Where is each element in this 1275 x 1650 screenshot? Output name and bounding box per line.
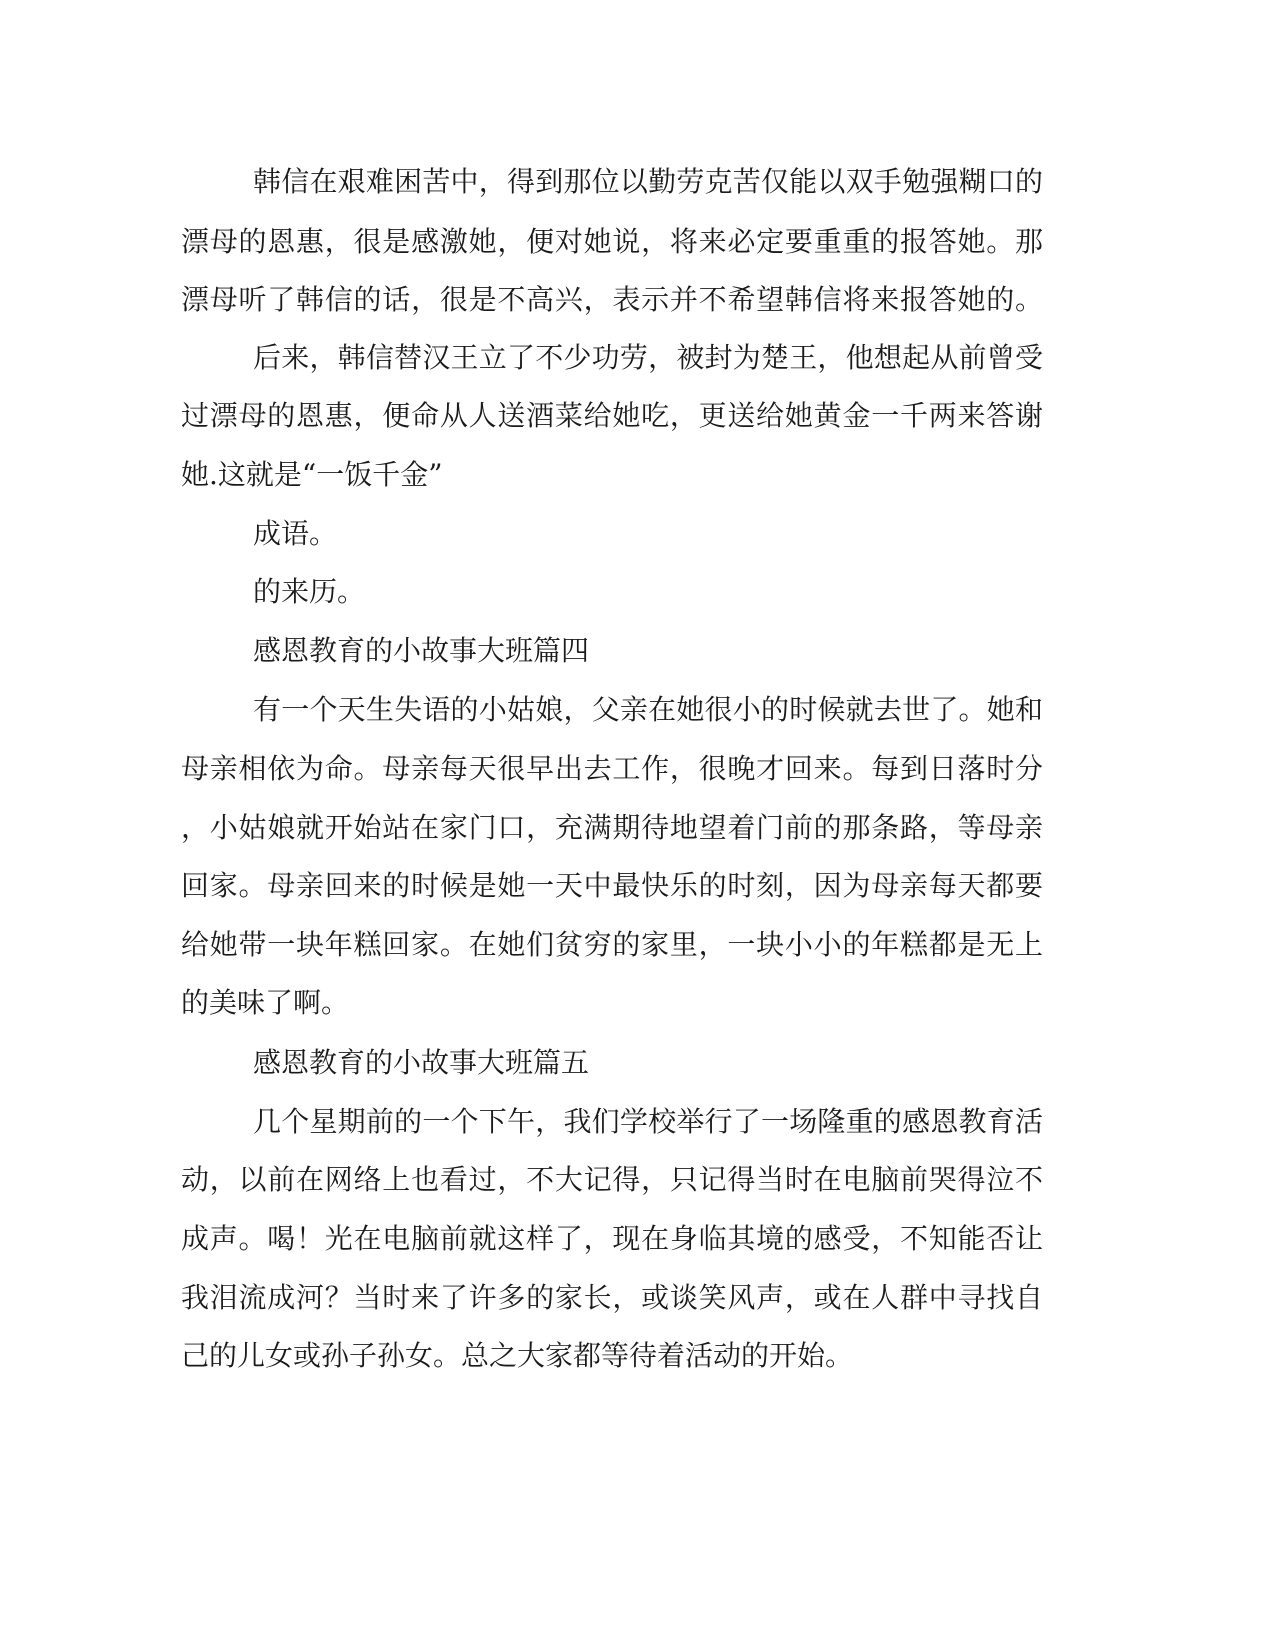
paragraph-6-line-3: 成声。喝！光在电脑前就这样了，现在身临其境的感受，不知能否让 [181, 1222, 1043, 1255]
paragraph-3: 成语。 [253, 517, 338, 550]
paragraph-5-line-3: ，小姑娘就开始站在家门口，充满期待地望着门前的那条路，等母亲 [181, 811, 1043, 844]
section-heading-4: 感恩教育的小故事大班篇四 [253, 634, 590, 667]
section-heading-5: 感恩教育的小故事大班篇五 [253, 1046, 590, 1079]
paragraph-5-line-1: 有一个天生失语的小姑娘，父亲在她很小的时候就去世了。她和 [253, 693, 1043, 726]
paragraph-1-line-3: 漂母听了韩信的话，很是不高兴，表示并不希望韩信将来报答她的。 [181, 283, 1043, 316]
paragraph-2-line-1: 后来，韩信替汉王立了不少功劳，被封为楚王，他想起从前曾受 [253, 341, 1043, 374]
paragraph-6-line-5: 己的儿女或孙子孙女。总之大家都等待着活动的开始。 [181, 1339, 854, 1372]
paragraph-1-line-2: 漂母的恩惠，很是感激她，便对她说，将来必定要重重的报答她。那 [181, 225, 1043, 258]
paragraph-5-line-5: 给她带一块年糕回家。在她们贫穷的家里，一块小小的年糕都是无上 [181, 928, 1043, 961]
paragraph-5-line-4: 回家。母亲回来的时候是她一天中最快乐的时刻，因为母亲每天都要 [181, 869, 1043, 902]
paragraph-1-line-1: 韩信在艰难困苦中，得到那位以勤劳克苦仅能以双手勉强糊口的 [253, 165, 1043, 198]
paragraph-6-line-4: 我泪流成河？当时来了许多的家长，或谈笑风声，或在人群中寻找自 [181, 1281, 1043, 1314]
paragraph-6-line-2: 动，以前在网络上也看过，不大记得，只记得当时在电脑前哭得泣不 [181, 1163, 1043, 1196]
paragraph-5-line-6: 的美味了啊。 [181, 986, 350, 1019]
paragraph-2-line-3: 她.这就是“一饭千金” [181, 458, 443, 491]
paragraph-2-line-2: 过漂母的恩惠，便命从人送酒菜给她吃，更送给她黄金一千两来答谢 [181, 399, 1043, 432]
paragraph-4: 的来历。 [253, 575, 366, 608]
paragraph-6-line-1: 几个星期前的一个下午，我们学校举行了一场隆重的感恩教育活 [253, 1105, 1043, 1138]
paragraph-5-line-2: 母亲相依为命。母亲每天很早出去工作，很晚才回来。每到日落时分 [181, 752, 1043, 785]
